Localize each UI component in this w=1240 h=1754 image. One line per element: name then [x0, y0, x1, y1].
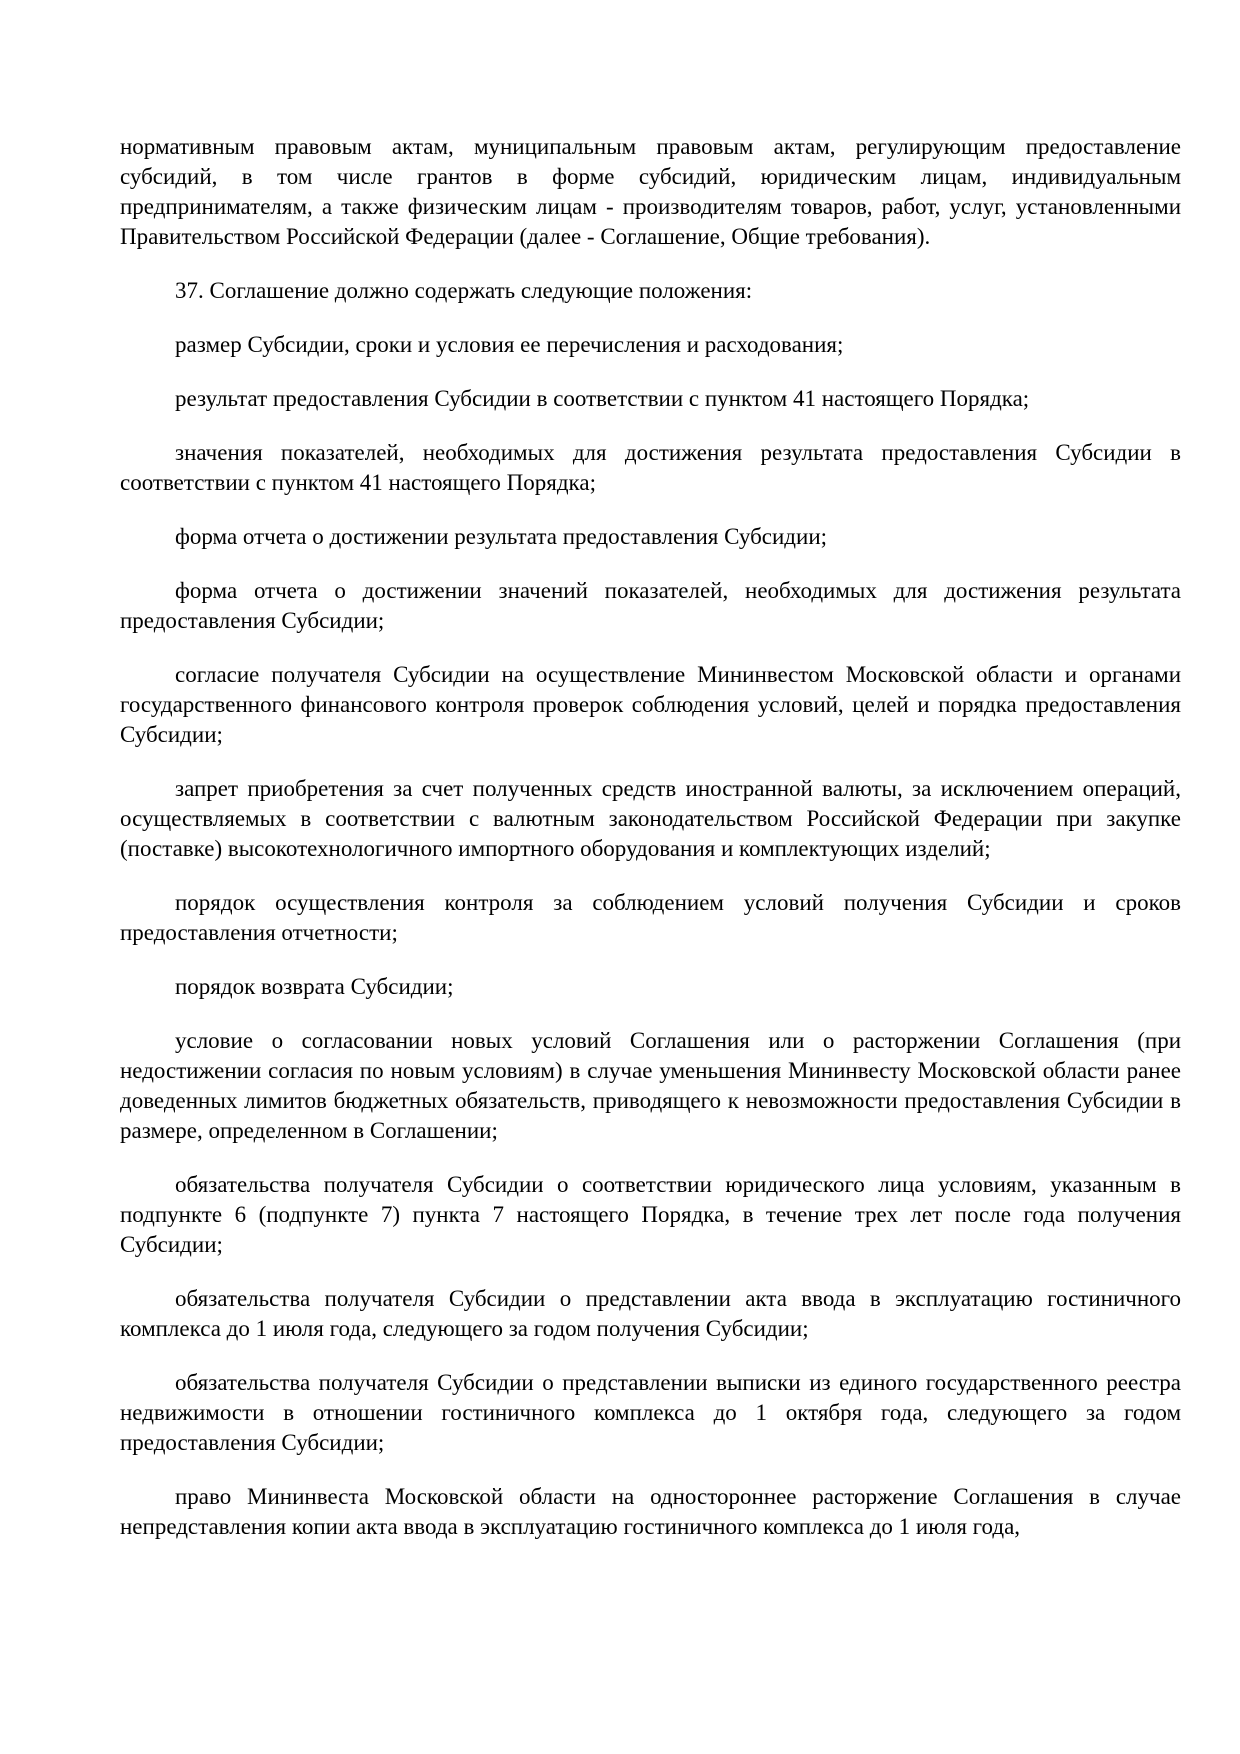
- paragraph-recipient-obligations-registry: обязательства получателя Субсидии о представлении выписки из единого государственного реестра недвижимости в отношении гостиничного комплекса до 1 октября года, следующего за годом предоставления Субсидии;: [120, 1370, 1181, 1455]
- document-text-block: [120, 132, 1181, 1566]
- paragraph-return-procedure: порядок возврата Субсидии;: [175, 974, 454, 999]
- paragraph-clause-37: 37. Соглашение должно содержать следующие положения:: [175, 278, 753, 303]
- paragraph-continuation: нормативным правовым актам, муниципальным правовым актам, регулирующим предоставление субсидий, в том числе грантов в форме субсидий, юридическим лицам, индивидуальным предпринимателям, а также физическим лицам - производителям товаров, работ, услуг, установленными Правительством Российской Федерации (далее - Соглашение, Общие требования).: [120, 134, 1181, 249]
- paragraph-currency-ban: запрет приобретения за счет полученных средств иностранной валюты, за исключением операций, осуществляемых в соответствии с валютным законодательством Российской Федерации при закупке (поставке) высокотехнологичного импортного оборудования и комплектующих изделий;: [120, 776, 1181, 861]
- paragraph-subsidy-size: размер Субсидии, сроки и условия ее перечисления и расходования;: [175, 332, 844, 357]
- paragraph-unilateral-termination: право Мининвеста Московской области на одностороннее расторжение Соглашения в случае непредставления копии акта ввода в эксплуатацию гостиничного комплекса до 1 июля года,: [120, 1484, 1181, 1539]
- paragraph-recipient-obligations-act: обязательства получателя Субсидии о представлении акта ввода в эксплуатацию гостиничного комплекса до 1 июля года, следующего за годом получения Субсидии;: [120, 1286, 1181, 1341]
- paragraph-subsidy-result: результат предоставления Субсидии в соответствии с пунктом 41 настоящего Порядка;: [175, 386, 1030, 411]
- paragraph-recipient-obligations-compliance: обязательства получателя Субсидии о соответствии юридического лица условиям, указанным в подпункте 6 (подпункте 7) пункта 7 настоящего Порядка, в течение трех лет после года получения Субсидии;: [120, 1172, 1181, 1257]
- paragraph-recipient-consent: согласие получателя Субсидии на осуществление Мининвестом Московской области и органами государственного финансового контроля проверок соблюдения условий, целей и порядка предоставления Субсидии;: [120, 662, 1181, 747]
- paragraph-indicator-values: значения показателей, необходимых для достижения результата предоставления Субсидии в соответствии с пунктом 41 настоящего Порядка;: [120, 440, 1181, 495]
- paragraph-control-procedure: порядок осуществления контроля за соблюдением условий получения Субсидии и сроков предоставления отчетности;: [120, 890, 1181, 945]
- paragraph-new-terms-condition: условие о согласовании новых условий Соглашения или о расторжении Соглашения (при недостижении согласия по новым условиям) в случае уменьшения Мининвесту Московской области ранее доведенных лимитов бюджетных обязательств, приводящего к невозможности предоставления Субсидии в размере, определенном в Соглашении;: [120, 1028, 1181, 1143]
- paragraph-report-form-indicators: форма отчета о достижении значений показателей, необходимых для достижения результата предоставления Субсидии;: [120, 578, 1181, 633]
- paragraph-report-form-result: форма отчета о достижении результата предоставления Субсидии;: [175, 524, 828, 549]
